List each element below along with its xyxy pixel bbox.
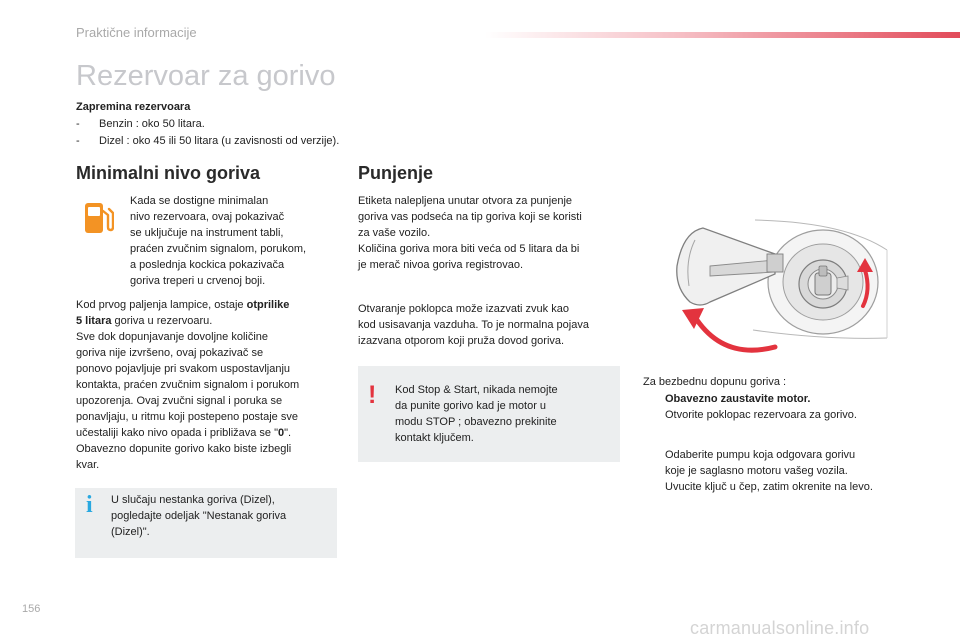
info-text xyxy=(111,492,331,540)
refuel-heading: Punjenje xyxy=(358,163,434,183)
text-line: Obavezno dopunite gorivo kako biste izbegli xyxy=(76,443,292,455)
text-line: U slučaju nestanka goriva (Dizel), xyxy=(111,494,275,506)
fuel-pump-icon xyxy=(84,201,114,235)
emphasis: 0 xyxy=(278,427,285,439)
text-line: Etiketa nalepljena unutar otvora za punjenje xyxy=(358,195,573,207)
header-accent-line xyxy=(485,32,960,38)
text-line: goriva vas podseća na tip goriva koji se koristi xyxy=(358,211,582,223)
text-line: modu STOP ; obavezno prekinite xyxy=(395,416,557,428)
text-line: kod usisavanja vazduha. To je normalna pojava xyxy=(358,319,589,331)
text-line: je merač nivoa goriva registrovao. xyxy=(358,259,524,271)
capacity-text: Benzin : oko 50 litara. xyxy=(99,118,205,130)
section-label: Praktične informacije xyxy=(76,25,197,40)
step-text: Obavezno zaustavite motor. xyxy=(665,393,811,405)
step-item xyxy=(643,479,943,495)
info-icon: i xyxy=(86,492,93,518)
step-item xyxy=(643,407,943,423)
step-text: Odaberite pumpu koja odgovara gorivu xyxy=(665,449,856,461)
emphasis: 5 litara xyxy=(76,315,112,327)
text-line: goriva nije izvršeno, ovaj pokazivač se xyxy=(76,347,264,359)
dash: - xyxy=(76,118,80,130)
text-line: Kod Stop & Start, nikada nemojte xyxy=(395,384,558,396)
text-line: Kada se dostigne minimalan xyxy=(130,195,269,207)
step-item-continued xyxy=(643,463,943,479)
text-span: goriva u rezervoaru. xyxy=(111,315,213,327)
refuel-paragraph xyxy=(358,193,623,273)
text-line: kontakt ključem. xyxy=(395,432,474,444)
text-line: ponavljaju, u ritmu koji postepeno postaje sve xyxy=(76,411,298,423)
text-span: ". xyxy=(284,427,292,439)
step-text: Otvorite poklopac rezervoara za gorivo. xyxy=(665,409,857,421)
text-line: upozorenja. Ovaj zvučni signal i poruka se xyxy=(76,395,283,407)
text-line: Otvaranje poklopca može izazvati zvuk kao xyxy=(358,303,569,315)
text-line: da punite gorivo kad je motor u xyxy=(395,400,547,412)
text-line: a poslednja kockica pokazivača xyxy=(130,259,285,271)
text-line: pogledajte odeljak "Nestanak goriva xyxy=(111,510,287,522)
watermark: carmanualsonline.info xyxy=(690,618,870,638)
text-line: izazvana otporom koji pruža dovod goriva. xyxy=(358,335,565,347)
text-line xyxy=(76,425,346,441)
text-span: učestaliji kako nivo opada i približava se " xyxy=(76,427,279,439)
text-line: nivo rezervoara, ovaj pokazivač xyxy=(130,211,285,223)
step-item xyxy=(643,447,943,463)
steps-list-b xyxy=(643,447,943,495)
refuel-paragraph xyxy=(358,301,623,349)
text-line: Količina goriva mora biti veća od 5 litara da bi xyxy=(358,243,580,255)
capacity-title: Zapremina rezervoara xyxy=(76,101,191,113)
min-level-heading: Minimalni nivo goriva xyxy=(76,163,261,183)
text-line: za vaše vozilo. xyxy=(358,227,431,239)
text-line: praćen zvučnim signalom, porukom, xyxy=(130,243,307,255)
min-level-body xyxy=(76,297,346,473)
text-line: ponovo pojavljuje pri svakom uspostavljanju xyxy=(76,363,291,375)
capacity-text: Dizel : oko 45 ili 50 litara (u zavisnosti od verzije). xyxy=(99,135,340,147)
dash: - xyxy=(76,135,80,147)
text-line: goriva treperi u crvenoj boji. xyxy=(130,275,266,287)
text-line: kvar. xyxy=(76,459,100,471)
step-text: Uvucite ključ u čep, zatim okrenite na levo. xyxy=(665,481,873,493)
capacity-line xyxy=(76,135,339,147)
emphasis: otprilike xyxy=(246,299,290,311)
text-line: kontakta, praćen zvučnim signalom i porukom xyxy=(76,379,300,391)
warning-icon: ! xyxy=(368,381,377,409)
steps-intro: Za bezbednu dopunu goriva : xyxy=(643,376,787,388)
page-title: Rezervoar za gorivo xyxy=(76,60,336,92)
steps-list-a xyxy=(643,391,943,423)
step-text: koje je saglasno motoru vašeg vozila. xyxy=(665,465,848,477)
step-item xyxy=(643,391,943,407)
text-span: Kod prvog paljenja lampice, ostaje xyxy=(76,299,247,311)
page-number: 156 xyxy=(22,603,41,615)
capacity-line xyxy=(76,118,205,130)
text-line xyxy=(76,313,346,329)
text-line xyxy=(76,297,346,313)
text-line: Sve dok dopunjavanje dovoljne količine xyxy=(76,331,269,343)
warning-text xyxy=(395,382,615,446)
fuel-flap-cap-illustration xyxy=(655,210,890,370)
min-level-intro xyxy=(130,193,340,289)
text-line: (Dizel)". xyxy=(111,526,150,538)
text-line: se uključuje na instrument tabli, xyxy=(130,227,284,239)
